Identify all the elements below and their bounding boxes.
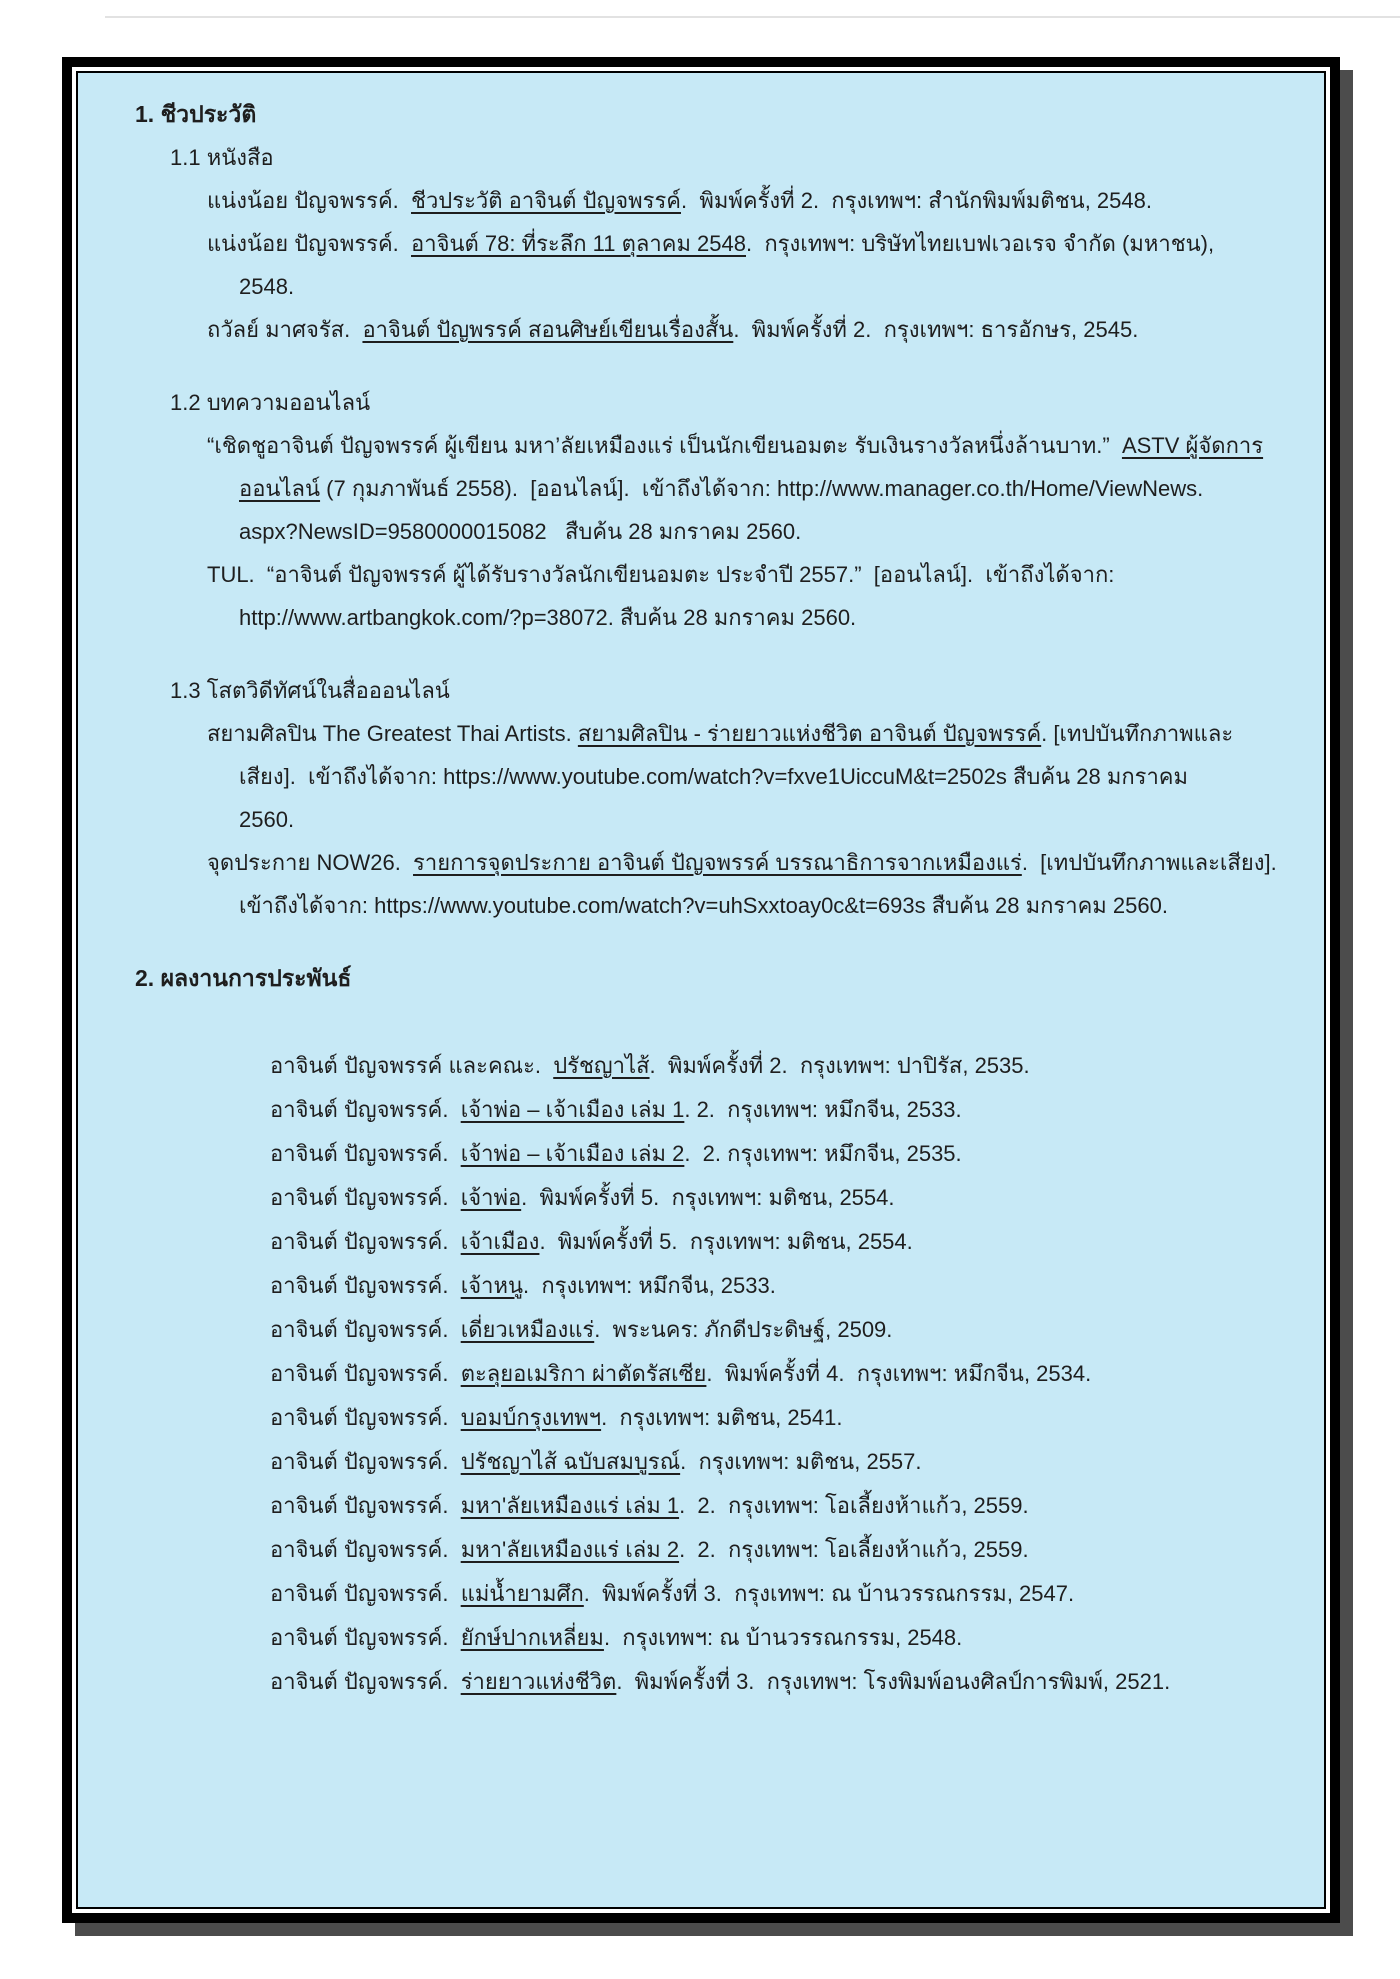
citation-text-segment: เข้าถึงได้จาก: https://www.youtube.com/watch?v=uhSxxtoay0c&t=693s สืบค้น 28 มกราคม 2560.	[239, 893, 1168, 918]
citation-text-segment: อาจินต์ ปัญจพรรค์.	[270, 1493, 461, 1518]
section-heading: 2. ผลงานการประพันธ์	[135, 965, 352, 991]
cited-title-segment: เจ้าพ่อ	[460, 1185, 522, 1210]
entry-line	[207, 798, 1304, 841]
citation-text-segment: . พิมพ์ครั้งที่ 2. กรุงเทพฯ: สำนักพิมพ์มติชน, 2548.	[681, 188, 1152, 213]
section-heading: 1. ชีวประวัติ	[135, 101, 257, 127]
entry-line	[207, 553, 1304, 596]
document-page	[76, 71, 1326, 1909]
citation-text-segment: อาจินต์ ปัญจพรรค์.	[270, 1625, 461, 1650]
entry-line	[207, 755, 1304, 798]
bibliography-entry	[270, 1264, 1304, 1308]
citation-text-segment: อาจินต์ ปัญจพรรค์.	[270, 1097, 461, 1122]
bibliography-entry	[270, 1352, 1304, 1396]
entry-line	[270, 1088, 1304, 1132]
document-content	[78, 73, 1324, 1764]
citation-text-segment: http://www.artbangkok.com/?p=38072. สืบค้น 28 มกราคม 2560.	[239, 605, 857, 630]
entry-line	[207, 596, 1304, 639]
bibliography-entry	[270, 1528, 1304, 1572]
citation-text-segment: ถวัลย์ มาศจรัส.	[207, 317, 363, 342]
entry-line	[270, 1044, 1304, 1088]
citation-text-segment: อาจินต์ ปัญจพรรค์.	[270, 1537, 461, 1562]
bibliography-entry	[270, 1308, 1304, 1352]
citation-text-segment: เสียง]. เข้าถึงได้จาก: https://www.youtube.com/watch?v=fxve1UiccuM&t=2502s สืบค้น 28 มกราคม	[239, 764, 1189, 789]
citation-text-segment: อาจินต์ ปัญจพรรค์.	[270, 1581, 461, 1606]
citation-text-segment: . กรุงเทพฯ: บริษัทไทยเบฟเวอเรจ จำกัด (มหาชน),	[746, 231, 1215, 256]
citation-text-segment: 2560.	[239, 807, 295, 832]
citation-text-segment: . พิมพ์ครั้งที่ 5. กรุงเทพฯ: มติชน, 2554.	[539, 1229, 913, 1254]
entry-line	[207, 467, 1304, 510]
bibliography-entry	[207, 179, 1304, 222]
cited-title-segment: ปรัชญาไส้ ฉบับสมบูรณ์	[460, 1449, 681, 1474]
bibliography-entry	[207, 424, 1304, 553]
entry-line	[270, 1308, 1304, 1352]
cited-title-segment: เจ้าพ่อ – เจ้าเมือง เล่ม 1	[460, 1097, 685, 1122]
citation-text-segment: อาจินต์ ปัญจพรรค์.	[270, 1669, 461, 1694]
bibliography-entry	[270, 1616, 1304, 1660]
entry-line	[270, 1396, 1304, 1440]
cited-title-segment: รายการจุดประกาย อาจินต์ ปัญจพรรค์ บรรณาธิการจากเหมืองแร่	[413, 850, 1022, 875]
citation-text-segment: . 2. กรุงเทพฯ: โอเลี้ยงห้าแก้ว, 2559.	[679, 1537, 1029, 1562]
entry-line	[270, 1572, 1304, 1616]
bibliography-entry	[207, 841, 1304, 927]
entry-line	[207, 424, 1304, 467]
citation-text-segment: . 2. กรุงเทพฯ: โอเลี้ยงห้าแก้ว, 2559.	[679, 1493, 1029, 1518]
entry-list	[270, 1044, 1304, 1704]
entry-line	[207, 308, 1304, 351]
citation-text-segment: . [เทปบันทึกภาพและ	[1041, 721, 1234, 746]
bibliography-entry	[270, 1572, 1304, 1616]
citation-text-segment: อาจินต์ ปัญจพรรค์.	[270, 1405, 461, 1430]
cited-title-segment: อาจินต์ ปัญพรรค์ สอนศิษย์เขียนเรื่องสั้น	[362, 317, 734, 342]
entry-line	[207, 841, 1304, 884]
citation-text-segment: . พิมพ์ครั้งที่ 5. กรุงเทพฯ: มติชน, 2554.	[521, 1185, 895, 1210]
cited-title-segment: เจ้าเมือง	[460, 1229, 540, 1254]
bibliography-entry	[270, 1132, 1304, 1176]
citation-text-segment: . กรุงเทพฯ: ณ บ้านวรรณกรรม, 2548.	[603, 1625, 963, 1650]
bibliography-entry	[270, 1484, 1304, 1528]
entry-line	[207, 265, 1304, 308]
bibliography-entry	[270, 1044, 1304, 1088]
bibliography-entry	[270, 1660, 1304, 1704]
cited-title-segment: ASTV ผู้จัดการ	[1121, 433, 1264, 458]
subsection-heading: 1.2 บทความออนไลน์	[170, 390, 371, 415]
citation-text-segment: “เชิดชูอาจินต์ ปัญจพรรค์ ผู้เขียน มหา’ลัยเหมืองแร่ เป็นนักเขียนอมตะ รับเงินรางวัลหนึ่งล้านบาท.”	[207, 433, 1122, 458]
entry-line	[270, 1484, 1304, 1528]
entry-list	[207, 179, 1304, 351]
subsection	[135, 669, 1304, 927]
citation-text-segment: aspx?NewsID=9580000015082 สืบค้น 28 มกราคม 2560.	[239, 519, 802, 544]
entry-list	[207, 712, 1304, 927]
citation-text-segment: . พิมพ์ครั้งที่ 2. กรุงเทพฯ: ธารอักษร, 2545.	[733, 317, 1139, 342]
cited-title-segment: ร่ายยาวแห่งชีวิต	[460, 1669, 617, 1694]
citation-text-segment: แน่งน้อย ปัญจพรรค์.	[207, 231, 412, 256]
citation-text-segment: . กรุงเทพฯ: มติชน, 2557.	[680, 1449, 922, 1474]
cited-title-segment: มหา'ลัยเหมืองแร่ เล่ม 2	[460, 1537, 680, 1562]
bibliography-entry	[270, 1176, 1304, 1220]
citation-text-segment: . พิมพ์ครั้งที่ 3. กรุงเทพฯ: โรงพิมพ์อนงศิลป์การพิมพ์, 2521.	[616, 1669, 1171, 1694]
entry-line	[207, 510, 1304, 553]
citation-text-segment: . 2. กรุงเทพฯ: หมึกจีน, 2533.	[684, 1097, 962, 1122]
cited-title-segment: สยามศิลปิน - ร่ายยาวแห่งชีวิต อาจินต์ ปัญจพรรค์	[577, 721, 1042, 746]
citation-text-segment: อาจินต์ ปัญจพรรค์.	[270, 1317, 461, 1342]
scan-artifact-line	[105, 16, 1400, 18]
citation-text-segment: อาจินต์ ปัญจพรรค์ และคณะ.	[270, 1053, 554, 1078]
citation-text-segment: อาจินต์ ปัญจพรรค์.	[270, 1229, 461, 1254]
citation-text-segment: 2548.	[239, 274, 295, 299]
entry-line	[270, 1132, 1304, 1176]
cited-title-segment: แม่น้ำยามศึก	[460, 1581, 584, 1606]
entry-line	[207, 884, 1304, 927]
citation-text-segment: สยามศิลปิน The Greatest Thai Artists.	[207, 721, 578, 746]
cited-title-segment: ชีวประวัติ อาจินต์ ปัญจพรรค์	[411, 188, 681, 213]
citation-text-segment: อาจินต์ ปัญจพรรค์.	[270, 1141, 461, 1166]
citation-text-segment: อาจินต์ ปัญจพรรค์.	[270, 1449, 461, 1474]
citation-text-segment: . พิมพ์ครั้งที่ 4. กรุงเทพฯ: หมึกจีน, 2534.	[706, 1361, 1092, 1386]
cited-title-segment: ออนไลน์	[239, 476, 321, 501]
bibliography-entry	[207, 712, 1304, 841]
bibliography-entry	[270, 1440, 1304, 1484]
subsection-heading: 1.3 โสตวิดีทัศน์ในสื่อออนไลน์	[170, 678, 450, 703]
citation-text-segment: . พิมพ์ครั้งที่ 3. กรุงเทพฯ: ณ บ้านวรรณกรรม, 2547.	[583, 1581, 1075, 1606]
bibliography-entry	[207, 553, 1304, 639]
entry-line	[270, 1528, 1304, 1572]
citation-text-segment: . 2. กรุงเทพฯ: หมึกจีน, 2535.	[684, 1141, 962, 1166]
citation-text-segment: อาจินต์ ปัญจพรรค์.	[270, 1273, 461, 1298]
entry-line	[270, 1660, 1304, 1704]
cited-title-segment: เจ้าหนู	[460, 1273, 523, 1298]
entry-line	[207, 222, 1304, 265]
cited-title-segment: ตะลุยอเมริกา ผ่าตัดรัสเซีย	[460, 1361, 707, 1386]
entry-line	[270, 1616, 1304, 1660]
citation-text-segment: อาจินต์ ปัญจพรรค์.	[270, 1361, 461, 1386]
entry-line	[270, 1176, 1304, 1220]
subsection	[135, 381, 1304, 639]
subsection	[135, 136, 1304, 351]
cited-title-segment: ยักษ์ปากเหลี่ยม	[460, 1625, 604, 1650]
citation-text-segment: จุดประกาย NOW26.	[207, 850, 414, 875]
cited-title-segment: อาจินต์ 78: ที่ระลึก 11 ตุลาคม 2548	[411, 231, 746, 256]
entry-list	[207, 424, 1304, 639]
cited-title-segment: มหา'ลัยเหมืองแร่ เล่ม 1	[460, 1493, 680, 1518]
citation-text-segment: . กรุงเทพฯ: มติชน, 2541.	[601, 1405, 843, 1430]
citation-text-segment: แน่งน้อย ปัญจพรรค์.	[207, 188, 412, 213]
bibliography-entry	[270, 1088, 1304, 1132]
citation-text-segment: . [เทปบันทึกภาพและเสียง].	[1021, 850, 1277, 875]
bibliography-entry	[207, 308, 1304, 351]
cited-title-segment: ปรัชญาไส้	[553, 1053, 650, 1078]
cited-title-segment: เดี่ยวเหมืองแร่	[460, 1317, 595, 1342]
document-frame	[62, 57, 1340, 1923]
bibliography-entry	[270, 1220, 1304, 1264]
entry-line	[270, 1352, 1304, 1396]
cited-title-segment: เจ้าพ่อ – เจ้าเมือง เล่ม 2	[460, 1141, 685, 1166]
citation-text-segment: . กรุงเทพฯ: หมึกจีน, 2533.	[523, 1273, 776, 1298]
entry-line	[270, 1264, 1304, 1308]
subsection	[135, 1044, 1304, 1704]
citation-text-segment: (7 กุมภาพันธ์ 2558). [ออนไลน์]. เข้าถึงได้จาก: http://www.manager.co.th/Home/ViewNews.	[320, 476, 1204, 501]
citation-text-segment: TUL. “อาจินต์ ปัญจพรรค์ ผู้ได้รับรางวัลนักเขียนอมตะ ประจำปี 2557.” [ออนไลน์]. เข้าถึงได้จาก:	[207, 562, 1115, 587]
entry-line	[207, 712, 1304, 755]
entry-line	[207, 179, 1304, 222]
entry-line	[270, 1440, 1304, 1484]
cited-title-segment: บอมบ์กรุงเทพฯ	[460, 1405, 602, 1430]
entry-line	[270, 1220, 1304, 1264]
bibliography-entry	[207, 222, 1304, 308]
bibliography-entry	[270, 1396, 1304, 1440]
subsection-heading: 1.1 หนังสือ	[170, 145, 274, 170]
citation-text-segment: . พระนคร: ภักดีประดิษฐ์, 2509.	[594, 1317, 893, 1342]
citation-text-segment: . พิมพ์ครั้งที่ 2. กรุงเทพฯ: ปาปิรัส, 2535.	[649, 1053, 1030, 1078]
citation-text-segment: อาจินต์ ปัญจพรรค์.	[270, 1185, 461, 1210]
